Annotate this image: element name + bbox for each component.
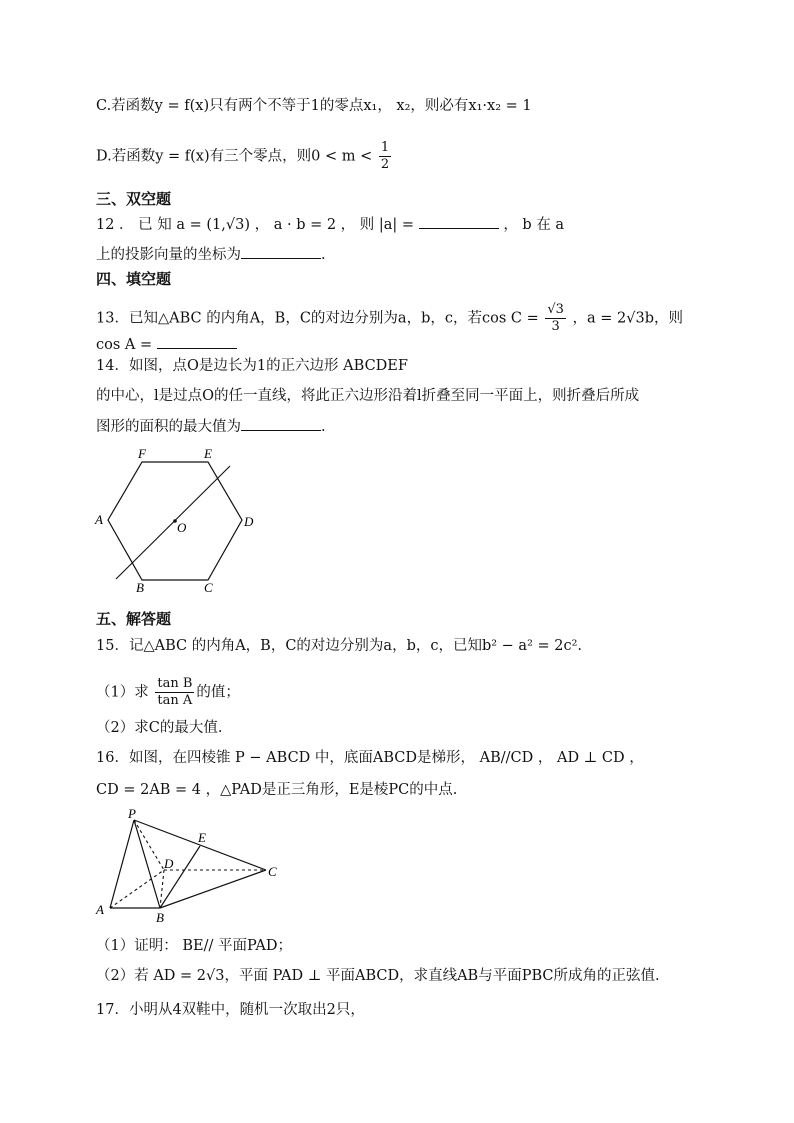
question-12-text-3: 上的投影向量的坐标为 bbox=[96, 247, 241, 263]
question-12-line1 bbox=[96, 214, 564, 235]
question-15-line1: 15．记△ABC 的内角A，B，C的对边分别为a，b，c，已知b² − a² = 2c². bbox=[96, 638, 583, 654]
label-o: O bbox=[177, 520, 187, 535]
label-b: B bbox=[136, 580, 144, 595]
pyramid-figure bbox=[92, 806, 292, 928]
edge-pd-hidden bbox=[134, 820, 164, 870]
question-13-text: 13．已知△ABC 的内角A，B，C的对边分别为a，b，c，若cos C = bbox=[96, 310, 539, 327]
option-c: C.若函数y = f(x)只有两个不等于1的零点x₁， x₂，则必有x₁·x₂ = 1 bbox=[96, 98, 532, 114]
edge-pc bbox=[134, 820, 266, 870]
section-heading-3: 三、双空题 bbox=[96, 190, 172, 208]
question-15-part1 bbox=[96, 676, 240, 709]
question-13-line1 bbox=[96, 302, 683, 335]
edge-pa bbox=[110, 820, 134, 908]
label-p: P bbox=[128, 806, 136, 821]
question-17-line1: 17．小明从4双鞋中，随机一次取出2只， bbox=[96, 1002, 365, 1018]
question-15-part1-text-2: 的值； bbox=[196, 684, 240, 701]
label-a: A bbox=[96, 902, 104, 917]
fraction-denominator: 3 bbox=[551, 319, 560, 334]
option-d-text: D.若函数y = f(x)有三个零点，则0 < m < bbox=[96, 148, 373, 165]
answer-blank bbox=[241, 416, 321, 431]
label-c: C bbox=[268, 864, 277, 879]
label-d: D bbox=[244, 514, 254, 529]
fraction-numerator: √3 bbox=[547, 302, 564, 317]
label-b: B bbox=[156, 910, 164, 925]
option-d bbox=[96, 140, 393, 173]
label-e: E bbox=[204, 446, 212, 461]
question-13-fraction bbox=[545, 302, 566, 335]
answer-blank bbox=[419, 214, 499, 229]
section-heading-5: 五、解答题 bbox=[96, 610, 172, 628]
label-d: D bbox=[164, 856, 174, 871]
answer-blank bbox=[157, 334, 237, 349]
question-12-text: 12 ． 已 知 a = (1,√3) ， a · b = 2 ， 则 |a| = bbox=[96, 217, 415, 233]
label-e: E bbox=[198, 830, 206, 845]
edge-pb bbox=[134, 820, 160, 908]
label-a: A bbox=[95, 512, 103, 527]
answer-blank bbox=[241, 244, 321, 259]
question-16-line2: CD = 2AB = 4 ，△PAD是正三角形，E是棱PC的中点. bbox=[96, 782, 458, 798]
question-13-text-2: ，a = 2√3b，则 bbox=[572, 310, 683, 327]
question-14-line2: 的中心，l是过点O的任一直线，将此正六边形沿着l折叠至同一平面上，则折叠后所成 bbox=[96, 388, 640, 404]
question-14-line3: 图形的面积的最大值为 . bbox=[96, 416, 326, 437]
edge-bc bbox=[160, 870, 266, 908]
question-12-line2: 上的投影向量的坐标为 . bbox=[96, 244, 326, 265]
hexagon-figure bbox=[90, 444, 270, 600]
question-16-part1: （1）证明： BE// 平面PAD； bbox=[96, 938, 292, 954]
question-15-fraction bbox=[155, 676, 194, 709]
fold-line-l bbox=[116, 466, 230, 579]
option-d-fraction bbox=[379, 140, 391, 173]
fraction-denominator: tan A bbox=[157, 693, 193, 708]
question-14-text: 图形的面积的最大值为 bbox=[96, 419, 241, 435]
section-heading-4: 四、填空题 bbox=[96, 270, 172, 288]
fraction-numerator: tan B bbox=[157, 676, 193, 691]
label-c: C bbox=[204, 580, 213, 595]
label-f: F bbox=[138, 446, 146, 461]
fraction-denominator: 2 bbox=[380, 157, 390, 172]
question-12-text-2: ， b 在 a bbox=[503, 217, 565, 233]
question-14-line1: 14．如图，点O是边长为1的正六边形 ABCDEF bbox=[96, 358, 408, 374]
question-13-line2 bbox=[96, 334, 237, 355]
question-15-part2: （2）求C的最大值. bbox=[96, 720, 223, 736]
fraction-numerator: 1 bbox=[380, 140, 390, 155]
question-15-part1-text: （1）求 bbox=[96, 684, 149, 701]
question-13-text-3: cos A = bbox=[96, 337, 153, 353]
question-16-part2: （2）若 AD = 2√3，平面 PAD ⊥ 平面ABCD，求直线AB与平面PBC所成角的正弦值. bbox=[96, 968, 660, 984]
question-16-line1: 16．如图，在四棱锥 P − ABCD 中，底面ABCD是梯形， AB//CD ， AD ⊥ CD ， bbox=[96, 750, 644, 766]
edge-ad-hidden bbox=[110, 870, 164, 908]
